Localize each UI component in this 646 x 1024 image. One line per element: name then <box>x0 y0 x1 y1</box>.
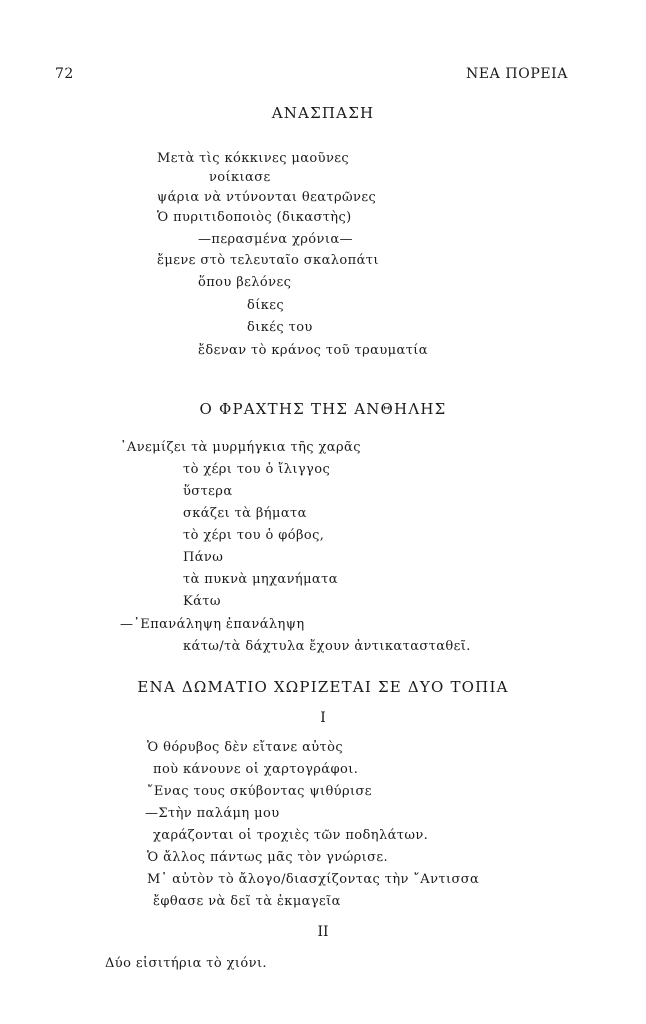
poem-line: ἔφθασε νὰ δεῖ τὰ ἐκμαγεῖα <box>153 894 341 909</box>
poem-line: δικές του <box>247 320 313 335</box>
poem-line: ἔμενε στὸ τελευταῖο σκαλοπάτι <box>157 253 379 268</box>
section-numeral: I <box>320 710 326 726</box>
poem-line: Μ᾿ αὐτὸν τὸ ἄλογο/διασχίζοντας τὴν ῎Αντισσα <box>147 872 480 887</box>
poem-line: Κάτω <box>183 594 221 609</box>
poem-line: —περασμένα χρόνια— <box>198 232 353 247</box>
poem-title: ΑΝΑΣΠΑΣΗ <box>271 104 375 122</box>
poem-line: Πάνω <box>183 550 224 565</box>
poem-title: ΕΝΑ ΔΩΜΑΤΙΟ ΧΩΡΙΖΕΤΑΙ ΣΕ ΔΥΟ ΤΟΠΙΑ <box>137 678 509 696</box>
poem-line: —Στὴν παλάμη μου <box>145 806 280 821</box>
poem-line: σκάζει τὰ βήματα <box>183 506 307 521</box>
poem-line: νοίκιασε <box>209 170 271 185</box>
poem-line: Ὁ πυριτιδοποιὸς (δικαστὴς) <box>157 210 352 225</box>
poem-line: Ὁ θόρυβος δὲν εἴτανε αὐτὸς <box>147 740 344 755</box>
poem-line: τὸ χέρι του ὁ φόβος, <box>183 528 325 543</box>
section-numeral: II <box>317 924 329 940</box>
poem-line: ᾿Ανεμίζει τὰ μυρμήγκια τῆς χαρᾶς <box>120 440 361 455</box>
poem-line: τὸ χέρι του ὁ ἴλιγγος <box>183 462 331 477</box>
poem-line: ψάρια νὰ ντύνονται θεατρῶνες <box>157 190 377 205</box>
poem-line: —᾿Επανάληψη ἐπανάληψη <box>120 617 305 632</box>
poem-line: Ὁ ἄλλος πάντως μᾶς τὸν γνώρισε. <box>147 850 389 865</box>
poem-line: κάτω/τὰ δάχτυλα ἔχουν ἀντικατασταθεῖ. <box>183 639 471 654</box>
poem-line: Μετὰ τὶς κόκκινες μαοῦνες <box>157 151 350 166</box>
poem-title: Ο ΦΡΑΧΤΗΣ ΤΗΣ ΑΝΘΗΛΗΣ <box>199 400 447 418</box>
poem-line: ὅπου βελόνες <box>198 275 292 290</box>
page-number: 72 <box>55 66 74 82</box>
poem-line: δίκες <box>247 298 285 313</box>
poem-line: ῎Ενας τους σκύβοντας ψιθύρισε <box>147 784 372 799</box>
poem-line: ποὺ κάνουνε οἱ χαρτογράφοι. <box>153 762 359 777</box>
poem-line: τὰ πυκνὰ μηχανήματα <box>183 572 338 587</box>
poem-line: ὕστερα <box>183 484 233 499</box>
poem-line: ἔδεναν τὸ κράνος τοῦ τραυματία <box>198 343 428 358</box>
poem-line: Δύο εἰσιτήρια τὸ χιόνι. <box>105 956 267 971</box>
running-title: ΝΕΑ ΠΟΡΕΙΑ <box>466 66 568 82</box>
poem-line: χαράζονται οἱ τροχιὲς τῶν ποδηλάτων. <box>153 828 429 843</box>
